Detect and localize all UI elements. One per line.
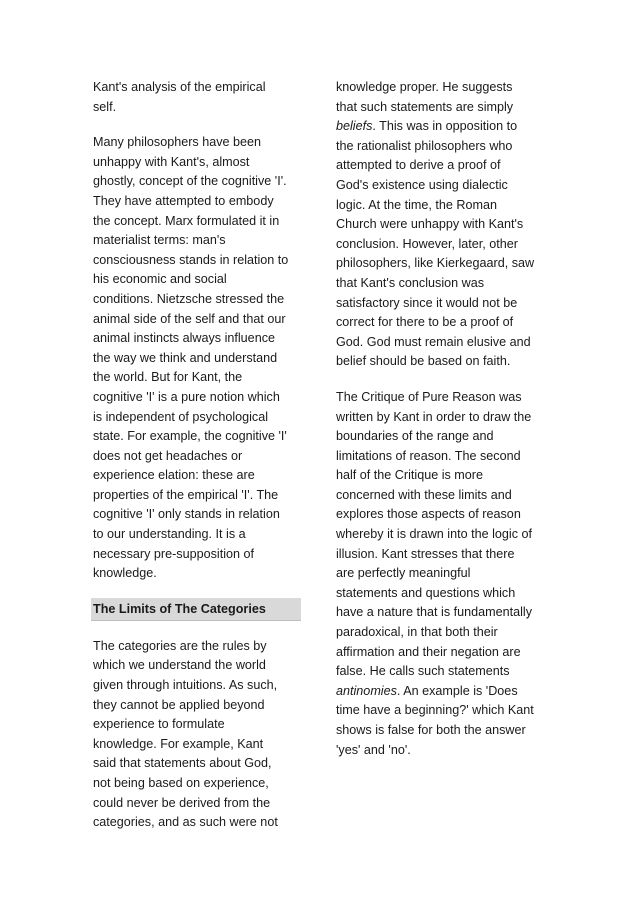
text-line: ghostly, concept of the cognitive 'I'. <box>93 174 287 189</box>
text-line: self. <box>93 99 117 114</box>
text-line: limitations of reason. The second <box>336 448 521 463</box>
text-line: logic. At the time, the Roman <box>336 197 498 212</box>
text-line: false. He calls such statements <box>336 664 510 679</box>
text-line: materialist terms: man's <box>93 233 226 248</box>
text-line: categories, and as such were not <box>93 815 278 830</box>
italic-term: antinomies <box>336 683 397 698</box>
right-column <box>336 78 548 760</box>
text-line: time have a beginning?' which Kant <box>336 703 534 718</box>
text-line: experience elation: these are <box>93 468 255 483</box>
text-line: the concept. Marx formulated it in <box>93 213 280 228</box>
text-line: paradoxical, in that both their <box>336 625 498 640</box>
text-line: his economic and social <box>93 272 227 287</box>
text-line: does not get headaches or <box>93 448 243 463</box>
italic-term: beliefs <box>336 119 373 134</box>
text-fragment: . This was in opposition to <box>372 119 518 134</box>
text-line: affirmation and their negation are <box>336 644 521 659</box>
text-line: The Critique of Pure Reason was <box>336 389 522 404</box>
paragraph-empirical-self <box>93 78 305 117</box>
text-line: given through intuitions. As such, <box>93 678 278 693</box>
text-line: knowledge proper. He suggests <box>336 80 513 94</box>
text-line <box>336 117 548 137</box>
text-line: statements and questions which <box>336 585 516 600</box>
text-line: necessary pre-supposition of <box>93 546 255 561</box>
text-line: half of the Critique is more <box>336 468 483 483</box>
text-line: attempted to derive a proof of <box>336 158 501 173</box>
text-line: could never be derived from the <box>93 795 271 810</box>
text-line: written by Kant in order to draw the <box>336 409 532 424</box>
text-line: illusion. Kant stresses that there <box>336 546 515 561</box>
text-line: to our understanding. It is a <box>93 527 246 542</box>
text-line: they cannot be applied beyond <box>93 697 265 712</box>
text-line: 'yes' and 'no'. <box>336 742 411 757</box>
text-line: satisfactory since it would not be <box>336 295 518 310</box>
text-line: that Kant's conclusion was <box>336 275 485 290</box>
section-heading: The Limits of The Categories <box>91 598 301 621</box>
text-line: which we understand the world <box>93 658 266 673</box>
text-line: not being based on experience, <box>93 776 269 790</box>
text-line: properties of the empirical 'I'. The <box>93 487 279 502</box>
text-line: shows is false for both the answer <box>336 723 526 737</box>
text-line: philosophers, like Kierkegaard, saw <box>336 256 535 271</box>
text-line: that such statements are simply <box>336 99 514 114</box>
text-line: knowledge. <box>93 566 157 581</box>
paragraph-beliefs <box>336 78 548 372</box>
paragraph-cognitive-i <box>93 133 305 584</box>
text-line: God. God must remain elusive and <box>336 334 531 349</box>
text-line: state. For example, the cognitive 'I' <box>93 429 287 444</box>
text-line: said that statements about God, <box>93 756 272 771</box>
text-line: cognitive 'I' is a pure notion which <box>93 389 280 404</box>
left-column <box>93 78 305 833</box>
text-line: They have attempted to embody <box>93 193 274 208</box>
text-line: Church were unhappy with Kant's <box>336 217 524 232</box>
text-line: conditions. Nietzsche stressed the <box>93 291 285 306</box>
text-line: Many philosophers have been <box>93 135 262 150</box>
text-line: consciousness stands in relation to <box>93 252 289 267</box>
text-line: The categories are the rules by <box>93 638 267 653</box>
text-line: have a nature that is fundamentally <box>336 605 533 620</box>
text-line <box>336 682 548 702</box>
text-line: explores those aspects of reason <box>336 507 521 522</box>
text-line: God's existence using dialectic <box>336 177 508 192</box>
text-line: Kant's analysis of the empirical <box>93 80 266 94</box>
text-line: belief should be based on faith. <box>336 354 511 369</box>
text-line: are perfectly meaningful <box>336 566 471 581</box>
text-line: experience to formulate <box>93 717 225 732</box>
text-line: cognitive 'I' only stands in relation <box>93 507 280 522</box>
paragraph-categories <box>93 637 305 833</box>
text-line: the rationalist philosophers who <box>336 138 513 153</box>
text-line: boundaries of the range and <box>336 429 494 444</box>
text-line: whereby it is drawn into the logic of <box>336 527 533 542</box>
text-line: concerned with these limits and <box>336 487 512 502</box>
text-line: animal instincts always influence <box>93 331 275 346</box>
text-line: animal side of the self and that our <box>93 311 286 326</box>
text-line: correct for there to be a proof of <box>336 315 514 330</box>
text-line: the world. But for Kant, the <box>93 370 243 385</box>
text-line: the way we think and understand <box>93 350 278 365</box>
text-fragment: . An example is 'Does <box>396 683 518 698</box>
text-line: knowledge. For example, Kant <box>93 736 264 751</box>
text-line: unhappy with Kant's, almost <box>93 154 250 169</box>
text-line: conclusion. However, later, other <box>336 236 519 251</box>
text-line: is independent of psychological <box>93 409 269 424</box>
paragraph-critique <box>336 388 548 760</box>
